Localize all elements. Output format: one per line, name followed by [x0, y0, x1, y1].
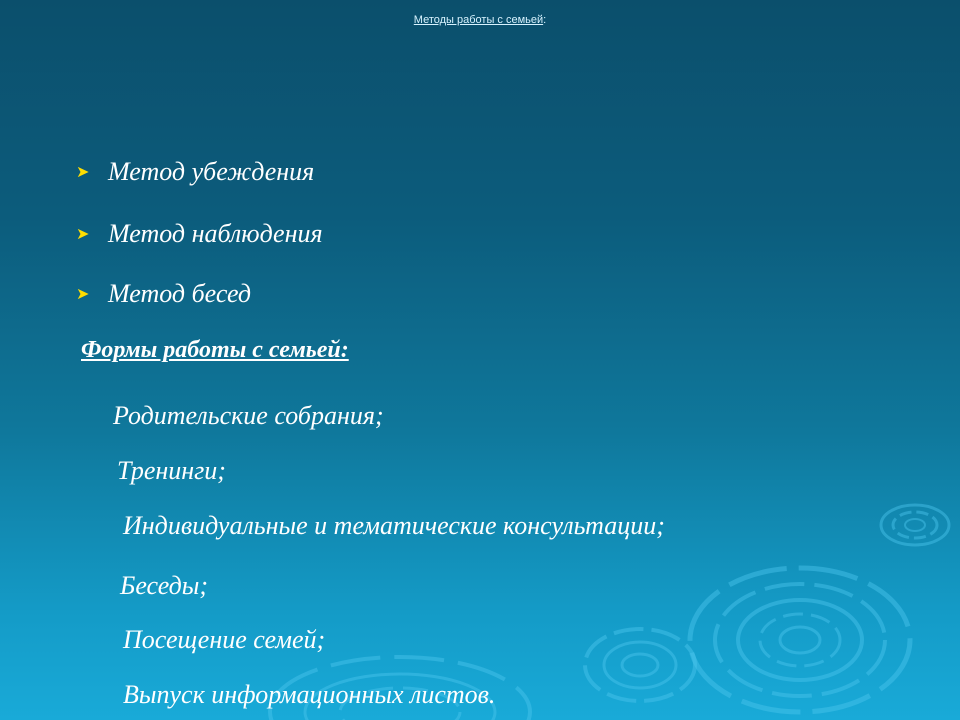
arrow-bullet-icon: ➤ [76, 286, 90, 303]
form-item-3: Индивидуальные и тематические консультации; [123, 511, 665, 540]
method-item-3 [76, 279, 251, 309]
forms-heading: Формы работы с семьей: [81, 337, 349, 363]
method-item-2 [76, 219, 323, 249]
method-label: Метод бесед [108, 279, 252, 308]
slide-title-link[interactable]: Методы работы с семьей [413, 14, 544, 26]
form-item-6: Выпуск информационных листов. [123, 680, 496, 709]
form-item-2: Тренинги; [117, 456, 226, 485]
method-item-1 [76, 157, 314, 187]
method-label: Метод убеждения [108, 157, 315, 186]
slide-title-suffix: : [543, 14, 547, 26]
ripple-medium [585, 629, 695, 701]
form-item-1: Родительские собрания; [113, 401, 384, 430]
form-item-4: Беседы; [120, 571, 209, 600]
form-item-5: Посещение семей; [123, 625, 326, 654]
arrow-bullet-icon: ➤ [76, 164, 90, 181]
slide-title [0, 14, 960, 26]
ripple-small [881, 505, 949, 545]
arrow-bullet-icon: ➤ [76, 226, 90, 243]
ripple-large [690, 568, 910, 712]
method-label: Метод наблюдения [108, 219, 323, 248]
